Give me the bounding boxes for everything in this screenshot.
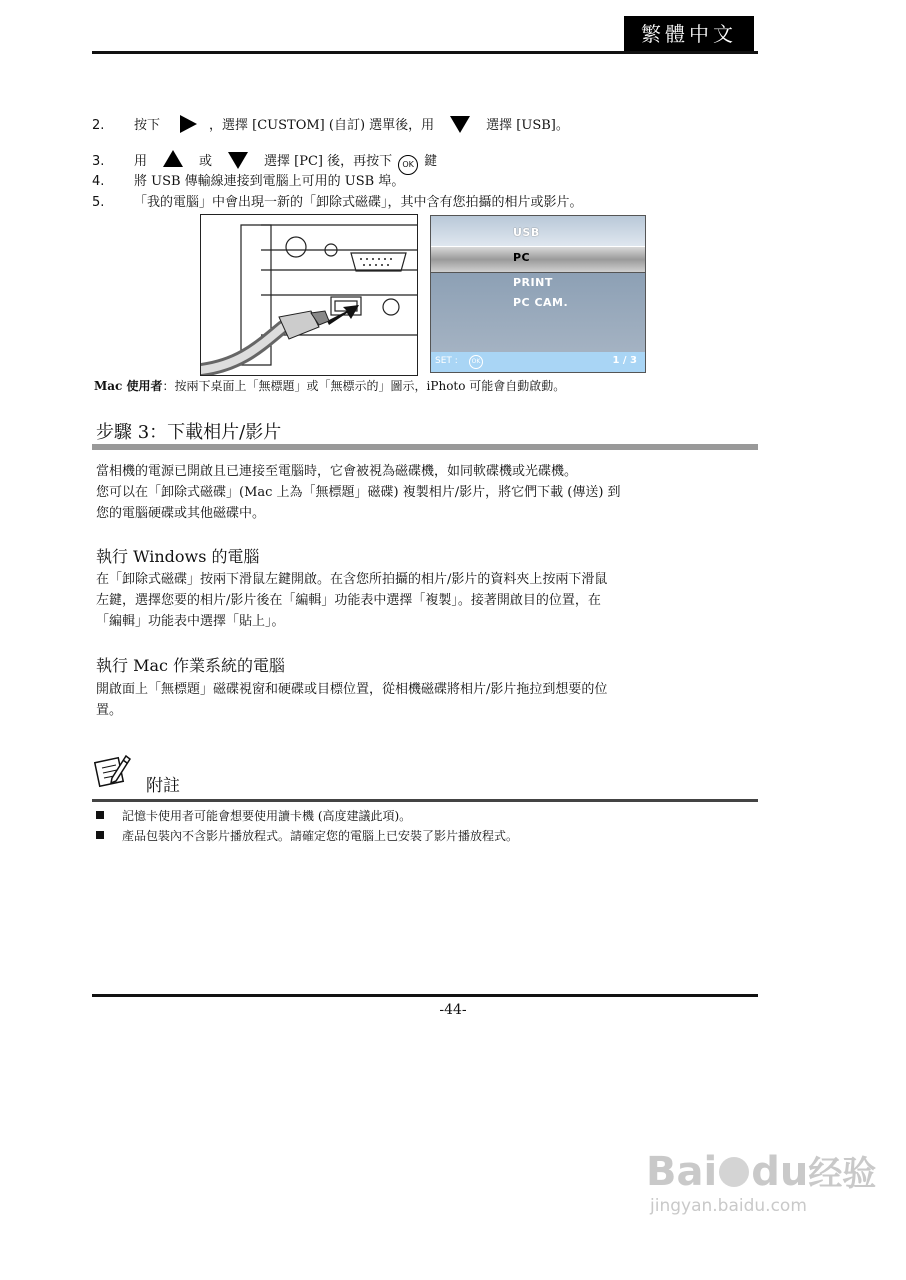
step-number: 4.: [92, 174, 105, 189]
step-5: [92, 194, 583, 212]
lcd-menu-title: USB: [513, 226, 540, 239]
bullet-square-icon: [96, 831, 104, 839]
lcd-menu-item: PRINT: [513, 276, 553, 289]
step-number: 2.: [92, 118, 105, 133]
step-text: 「我的電腦」中會出現一新的「卸除式磁碟」，其中含有您拍攝的相片或影片。: [134, 195, 583, 210]
paw-icon: [719, 1157, 749, 1187]
section-title: 步驟 3：下載相片/影片: [96, 422, 282, 443]
bullet-text: 記憶卡使用者可能會想要使用讀卡機 (高度建議此項)。: [122, 809, 412, 823]
watermark-brand: Bai: [646, 1149, 718, 1195]
step-text: 或: [199, 154, 213, 169]
paragraph-line: 您的電腦硬碟或其他磁碟中。: [96, 506, 266, 521]
lcd-footer: [431, 352, 645, 372]
paragraph-line: 開啟面上「無標題」磁碟視窗和硬碟或目標位置，從相機磁碟將相片/影片拖拉到想要的位: [96, 682, 608, 697]
bullet-text: 產品包裝內不含影片播放程式。請確定您的電腦上已安裝了影片播放程式。: [122, 829, 519, 843]
note-bullet: [96, 827, 518, 845]
language-label: 繁體中文: [624, 16, 754, 52]
mac-note-label: Mac 使用者: [94, 379, 163, 393]
ok-button-icon: OK: [398, 155, 418, 175]
watermark-cn: 经验: [808, 1154, 877, 1194]
up-arrow-icon: [163, 150, 183, 167]
step-text: 選擇 [PC] 後，再按下: [264, 154, 393, 169]
section-rule: [92, 444, 758, 450]
paragraph-line: 置。: [96, 703, 123, 718]
page-number: -44-: [439, 1002, 467, 1018]
paragraph-line: 「編輯」功能表中選擇「貼上」。: [96, 614, 285, 629]
lcd-menu-item: PC CAM.: [513, 296, 569, 309]
step-text: ，選擇 [CUSTOM] (自訂) 選單後，用: [209, 118, 435, 133]
lcd-page-indicator: 1 / 3: [612, 355, 637, 366]
paragraph-line: 左鍵，選擇您要的相片/影片後在「編輯」功能表中選擇「複製」。接著開啟目的位置，在: [96, 593, 601, 608]
header-rule: [92, 51, 758, 54]
mac-note: [94, 377, 565, 395]
usb-connection-illustration: [200, 214, 418, 376]
step-2: [92, 115, 569, 135]
step-text: 將 USB 傳輸線連接到電腦上可用的 USB 埠。: [134, 174, 405, 189]
note-bullet: [96, 807, 411, 825]
mac-subtitle: 執行 Mac 作業系統的電腦: [96, 656, 286, 675]
step-4: [92, 173, 404, 191]
footer-rule: [92, 994, 758, 997]
camera-lcd-menu: [430, 215, 646, 373]
paragraph-line: 在「卸除式磁碟」按兩下滑鼠左鍵開啟。在含您所拍攝的相片/影片的資料夾上按兩下滑鼠: [96, 572, 608, 587]
baidu-watermark: [646, 1150, 876, 1216]
step-text: 鍵: [424, 154, 438, 169]
step-number: 5.: [92, 195, 105, 210]
right-arrow-icon: [180, 115, 197, 133]
paragraph-line: 您可以在「卸除式磁碟」(Mac 上為「無標題」磁碟) 複製相片/影片，將它們下載 (傳送) 到: [96, 485, 621, 500]
section-paragraph: [96, 461, 756, 524]
windows-paragraph: [96, 569, 756, 632]
watermark-brand2: du: [751, 1149, 809, 1195]
step-number: 3.: [92, 154, 105, 169]
mac-paragraph: [96, 679, 756, 721]
down-arrow-icon: [450, 116, 470, 133]
windows-subtitle: 執行 Windows 的電腦: [96, 547, 260, 566]
usb-cable-icon: [201, 215, 417, 375]
lcd-ok-icon: OK: [469, 355, 483, 369]
note-pencil-icon: [94, 752, 132, 792]
step-text: 選擇 [USB]。: [486, 118, 569, 133]
lcd-menu-item: PC: [513, 251, 531, 264]
lcd-set-label: SET :: [435, 356, 458, 366]
step-text: 用: [134, 154, 148, 169]
mac-note-text: ：按兩下桌面上「無標題」或「無標示的」圖示，iPhoto 可能會自動啟動。: [162, 379, 566, 393]
paragraph-line: 當相機的電源已開啟且已連接至電腦時，它會被視為磁碟機，如同軟碟機或光碟機。: [96, 464, 578, 479]
lcd-selection-highlight: [431, 246, 645, 273]
bullet-square-icon: [96, 811, 104, 819]
watermark-url: jingyan.baidu.com: [650, 1196, 807, 1216]
step-text: 按下: [134, 118, 161, 133]
note-rule: [92, 799, 758, 802]
note-title: 附註: [146, 776, 180, 796]
step-3: [92, 150, 437, 175]
down-arrow-icon: [228, 152, 248, 169]
